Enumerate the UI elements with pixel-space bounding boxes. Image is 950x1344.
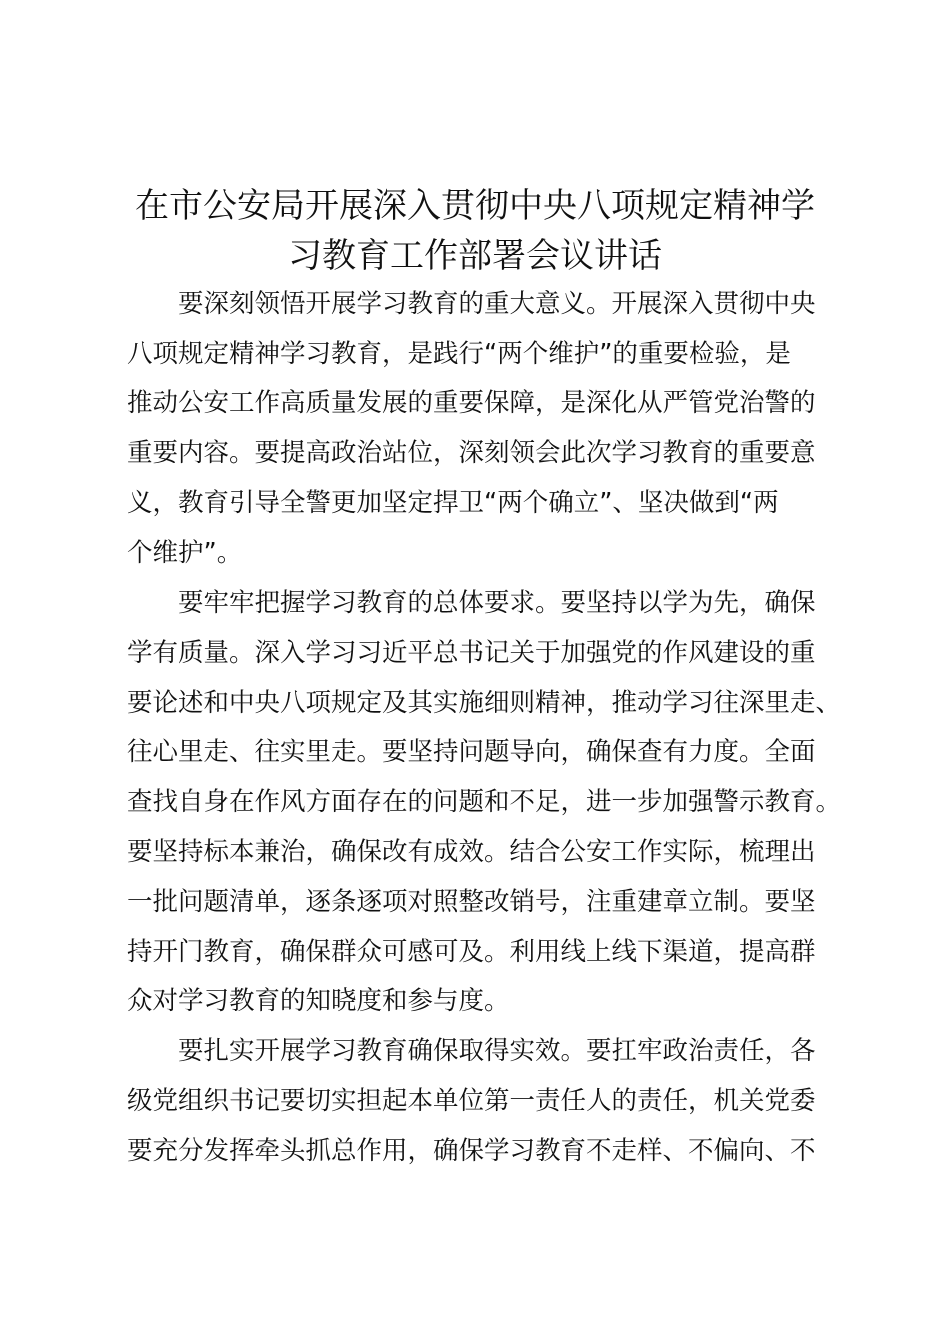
title-line-2: 习教育工作部署会议讲话	[288, 236, 662, 276]
paragraph-line: 个维护”。	[127, 538, 243, 568]
paragraph-line: 一批问题清单，逐条逐项对照整改销号，注重建章立制。要坚	[127, 887, 816, 917]
paragraph-line: 学有质量。深入学习习近平总书记关于加强党的作风建设的重	[127, 638, 816, 668]
paragraph-line: 要扎实开展学习教育确保取得实效。要扛牢政治责任，各	[178, 1036, 816, 1066]
paragraph-line: 义，教育引导全警更加坚定捍卫“两个确立”、坚决做到“两	[127, 488, 779, 518]
paragraph-line: 要论述和中央八项规定及其实施细则精神，推动学习往深里走、	[127, 688, 842, 718]
paragraph-line: 要坚持标本兼治，确保改有成效。结合公安工作实际，梳理出	[127, 837, 816, 867]
paragraph-line: 查找自身在作风方面存在的问题和不足，进一步加强警示教育。	[127, 787, 842, 817]
paragraph-line: 要深刻领悟开展学习教育的重大意义。开展深入贯彻中央	[178, 289, 816, 319]
paragraph-line: 八项规定精神学习教育，是践行“两个维护”的重要检验，是	[127, 339, 791, 369]
paragraph-line: 重要内容。要提高政治站位，深刻领会此次学习教育的重要意	[127, 438, 816, 468]
paragraph-line: 要充分发挥牵头抓总作用，确保学习教育不走样、不偏向、不	[127, 1136, 816, 1166]
title-line-1: 在市公安局开展深入贯彻中央八项规定精神学	[135, 186, 815, 226]
paragraph-line: 要牢牢把握学习教育的总体要求。要坚持以学为先，确保	[178, 588, 816, 618]
paragraph-line: 众对学习教育的知晓度和参与度。	[127, 986, 510, 1016]
paragraph-line: 往心里走、往实里走。要坚持问题导向，确保查有力度。全面	[127, 737, 816, 767]
paragraph-line: 持开门教育，确保群众可感可及。利用线上线下渠道，提高群	[127, 937, 816, 967]
paragraph-line: 级党组织书记要切实担起本单位第一责任人的责任，机关党委	[127, 1086, 816, 1116]
document-title	[110, 181, 840, 281]
paragraph-line: 推动公安工作高质量发展的重要保障，是深化从严管党治警的	[127, 388, 816, 418]
